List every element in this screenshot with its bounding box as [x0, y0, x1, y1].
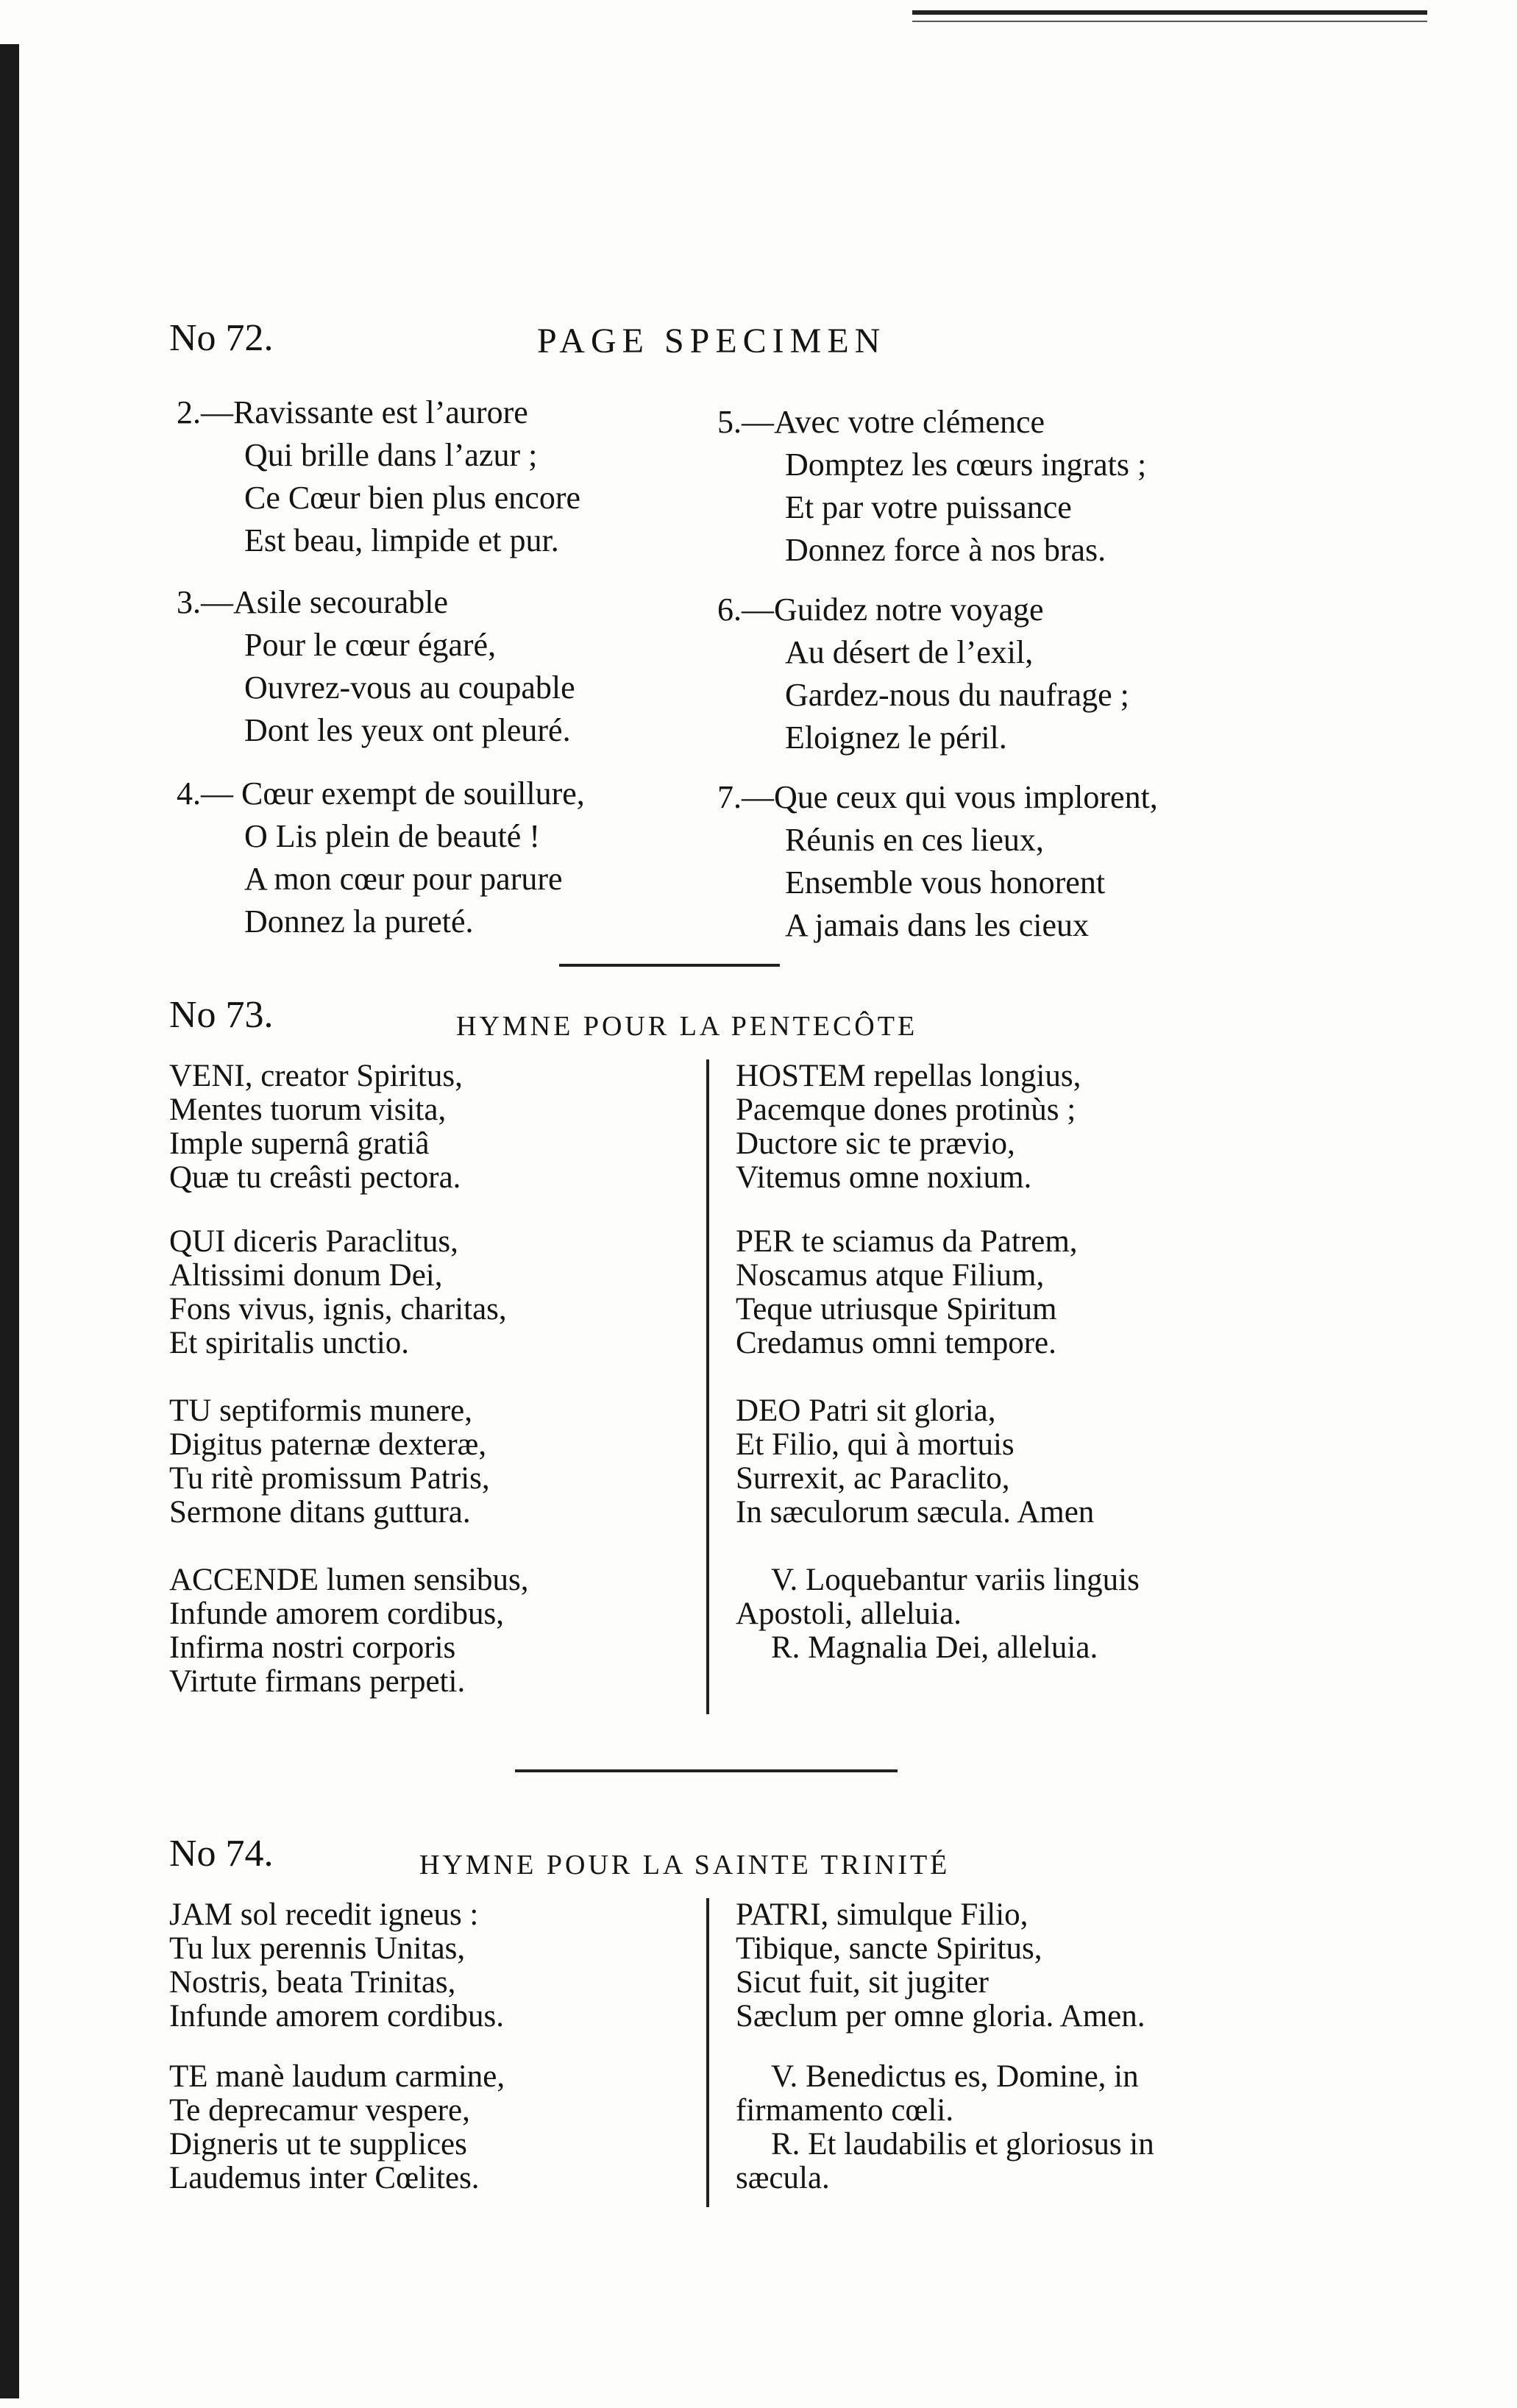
hymn-73-stanza-7	[736, 1394, 1094, 1530]
stanza-line: PATRI, simulque Filio,	[736, 1897, 1028, 1932]
stanza-line: TE manè laudum carmine,	[169, 2059, 505, 2094]
stanza-line: In sæculorum sæcula. Amen	[736, 1495, 1095, 1530]
hymn-73-title-text: HYMNE POUR LA PENTECÔTE	[456, 1011, 918, 1042]
section-divider	[515, 1769, 898, 1772]
hymn-74-stanza-1	[169, 1898, 504, 2034]
page-title	[537, 321, 886, 361]
stanza-line: Infunde amorem cordibus,	[169, 1597, 504, 1631]
verse-line: Réunis en ces lieux,	[785, 822, 1044, 858]
hymn-72-verse-2	[177, 391, 580, 562]
verse-line: Ensemble vous honorent	[785, 864, 1106, 901]
verse-line: 4.— Cœur exempt de souillure,	[177, 775, 585, 811]
hymn-73-title	[456, 1004, 917, 1044]
stanza-line: Noscamus atque Filium,	[736, 1258, 1045, 1293]
hymn-72-header	[169, 316, 274, 360]
hymn-74-header	[169, 1832, 274, 1875]
hymn-73-header	[169, 993, 274, 1037]
stanza-line: Sermone ditans guttura.	[169, 1495, 471, 1530]
stanza-line: Et spiritalis unctio.	[169, 1326, 410, 1360]
stanza-line: Infirma nostri corporis	[169, 1630, 456, 1665]
hymn-72-number: No 72.	[169, 317, 274, 359]
top-border-rule-thin	[912, 21, 1427, 22]
verse-line: Est beau, limpide et pur.	[244, 522, 559, 558]
versicle-line: V. Benedictus es, Domine, in	[771, 2059, 1139, 2094]
versicle-line: V. Loquebantur variis linguis	[771, 1563, 1140, 1597]
response-line: R. Et laudabilis et gloriosus in	[771, 2127, 1154, 2162]
response-line: R. Magnalia Dei, alleluia.	[771, 1630, 1098, 1665]
stanza-line: Nostris, beata Trinitas,	[169, 1965, 456, 2000]
verse-line: Ce Cœur bien plus encore	[244, 480, 580, 516]
stanza-line: QUI diceris Paraclitus,	[169, 1224, 458, 1259]
column-divider	[706, 1059, 709, 1714]
verse-line: 5.—Avec votre clémence	[717, 404, 1045, 440]
stanza-line: Imple supernâ gratiâ	[169, 1126, 430, 1161]
hymn-72-verse-5	[717, 401, 1146, 572]
stanza-line: Virtute firmans perpeti.	[169, 1664, 466, 1699]
hymn-72-verse-4	[177, 773, 585, 943]
hymn-73-number: No 73.	[169, 994, 274, 1036]
section-divider	[559, 964, 780, 967]
verse-line: 3.—Asile secourable	[177, 584, 448, 620]
hymn-73-stanza-3	[169, 1394, 490, 1530]
verse-line: Pour le cœur égaré,	[244, 627, 497, 663]
stanza-line: Tibique, sancte Spiritus,	[736, 1931, 1042, 1966]
verse-line: 2.—Ravissante est l’aurore	[177, 394, 528, 430]
stanza-line: Sicut fuit, sit jugiter	[736, 1965, 989, 2000]
verse-line: Donnez la pureté.	[244, 903, 474, 940]
page-title-text: PAGE SPECIMEN	[537, 322, 887, 361]
stanza-line: Quæ tu creâsti pectora.	[169, 1160, 461, 1195]
hymn-74-number: No 74.	[169, 1833, 274, 1875]
stanza-line: Surrexit, ac Paraclito,	[736, 1461, 1010, 1496]
verse-line: O Lis plein de beauté !	[244, 818, 540, 854]
verse-line: Et par votre puissance	[785, 489, 1072, 525]
verse-line: Au désert de l’exil,	[785, 634, 1034, 670]
stanza-line: Laudemus inter Cœlites.	[169, 2161, 480, 2195]
hymn-74-title	[419, 1842, 950, 1883]
hymn-73-stanza-5	[736, 1059, 1081, 1195]
hymn-72-verse-7	[717, 776, 1158, 947]
stanza-line: Infunde amorem cordibus.	[169, 1999, 504, 2034]
stanza-line: Et Filio, qui à mortuis	[736, 1427, 1015, 1462]
stanza-line: JAM sol recedit igneus :	[169, 1897, 479, 1932]
stanza-line: Credamus omni tempore.	[736, 1326, 1056, 1360]
stanza-line: Fons vivus, ignis, charitas,	[169, 1292, 507, 1326]
stanza-line: Ductore sic te prævio,	[736, 1126, 1015, 1161]
stanza-line: Mentes tuorum visita,	[169, 1093, 447, 1127]
verse-line: Donnez force à nos bras.	[785, 532, 1106, 568]
stanza-line: Sæclum per omne gloria. Amen.	[736, 1999, 1145, 2034]
stanza-line: DEO Patri sit gloria,	[736, 1393, 996, 1428]
verse-line: Domptez les cœurs ingrats ;	[785, 447, 1147, 483]
hymn-73-versicle	[736, 1563, 1140, 1665]
stanza-line: PER te sciamus da Patrem,	[736, 1224, 1078, 1259]
stanza-line: Altissimi donum Dei,	[169, 1258, 443, 1293]
stanza-line: Vitemus omne noxium.	[736, 1160, 1032, 1195]
stanza-line: Pacemque dones protinùs ;	[736, 1093, 1076, 1127]
verse-line: Gardez-nous du naufrage ;	[785, 677, 1129, 713]
hymn-74-versicle	[736, 2060, 1154, 2195]
column-divider	[706, 1898, 709, 2207]
hymn-72-verse-3	[177, 581, 575, 752]
hymn-73-stanza-4	[169, 1563, 529, 1699]
stanza-line: Tu ritè promissum Patris,	[169, 1461, 490, 1496]
verse-line: Ouvrez-vous au coupable	[244, 670, 575, 706]
stanza-line: HOSTEM repellas longius,	[736, 1059, 1081, 1093]
hymn-73-stanza-2	[169, 1225, 507, 1360]
page-binding-edge	[0, 44, 19, 2398]
verse-line: 7.—Que ceux qui vous implorent,	[717, 779, 1158, 815]
verse-line: Dont les yeux ont pleuré.	[244, 712, 571, 748]
stanza-line: TU septiformis munere,	[169, 1393, 472, 1428]
verse-line: 6.—Guidez notre voyage	[717, 592, 1044, 628]
stanza-line: Te deprecamur vespere,	[169, 2093, 470, 2128]
verse-line: Qui brille dans l’azur ;	[244, 437, 538, 473]
hymn-73-stanza-1	[169, 1059, 463, 1195]
stanza-line: Tu lux perennis Unitas,	[169, 1931, 466, 1966]
hymn-74-stanza-3	[736, 1898, 1145, 2034]
versicle-line: firmamento cœli.	[736, 2093, 954, 2128]
verse-line: A mon cœur pour parure	[244, 861, 563, 897]
versicle-line: Apostoli, alleluia.	[736, 1597, 962, 1631]
stanza-line: ACCENDE lumen sensibus,	[169, 1563, 529, 1597]
stanza-line: Teque utriusque Spiritum	[736, 1292, 1057, 1326]
verse-line: A jamais dans les cieux	[785, 907, 1090, 943]
hymn-72-verse-6	[717, 589, 1129, 759]
hymn-73-stanza-6	[736, 1225, 1078, 1360]
response-line: sæcula.	[736, 2161, 830, 2195]
stanza-line: Digneris ut te supplices	[169, 2127, 467, 2162]
stanza-line: Digitus paternæ dexteræ,	[169, 1427, 487, 1462]
verse-line: Eloignez le péril.	[785, 720, 1007, 756]
stanza-line: VENI, creator Spiritus,	[169, 1059, 463, 1093]
hymn-74-stanza-2	[169, 2060, 505, 2195]
top-border-rule	[912, 10, 1427, 15]
hymn-74-title-text: HYMNE POUR LA SAINTE TRINITÉ	[419, 1850, 951, 1880]
